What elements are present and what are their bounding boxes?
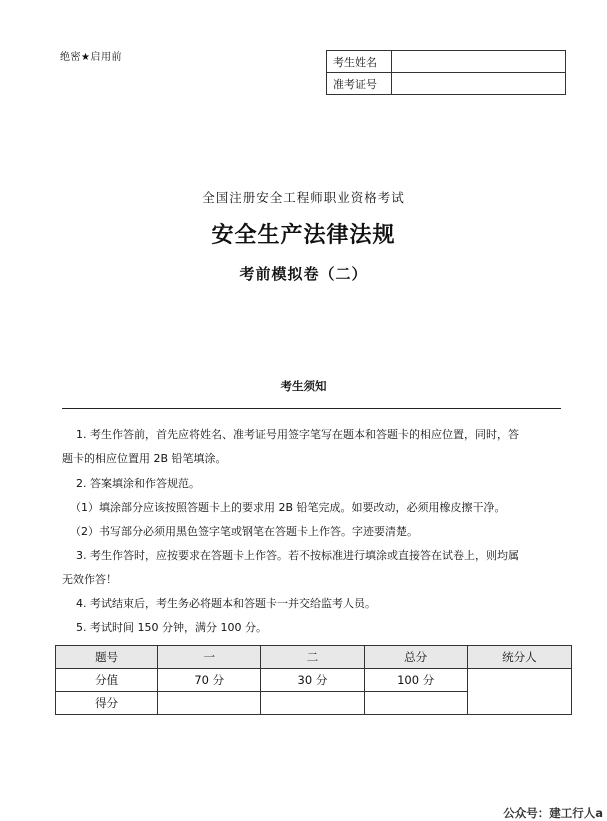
candidate-name-row — [327, 51, 566, 73]
candidate-id-label: 准考证号 — [327, 73, 392, 95]
footer-watermark: 公众号：建工行人a — [503, 806, 603, 820]
secret-mark: 绝密★启用前 — [60, 52, 122, 63]
notice-line-4: 4. 考试结束后，考生务必将题本和答题卡一并交给监考人员。 — [76, 597, 376, 610]
notice-title: 考生须知 — [280, 379, 327, 393]
candidate-info-table — [326, 50, 566, 95]
notice-line-2: 2. 答案填涂和作答规范。 — [76, 477, 200, 490]
score-obtained-part-2[interactable] — [261, 692, 364, 715]
header-scorer: 统分人 — [467, 646, 571, 669]
header-part-1: 一 — [158, 646, 261, 669]
score-table — [55, 645, 572, 715]
score-obtained-label: 得分 — [56, 692, 158, 715]
candidate-id-field[interactable] — [392, 73, 566, 95]
header-question-number: 题号 — [56, 646, 158, 669]
candidate-id-row — [327, 73, 566, 95]
score-value-part-1: 70 分 — [158, 669, 261, 692]
paper-title: 考前模拟卷（二） — [239, 265, 368, 283]
header-part-2: 二 — [261, 646, 364, 669]
divider — [62, 408, 561, 409]
scorer-cell[interactable] — [467, 669, 571, 715]
notice-line-2-2: （2）书写部分必须用黑色签字笔或钢笔在答题卡上作答。字迹要清楚。 — [70, 525, 418, 538]
notice-line-2-1: （1）填涂部分应该按照答题卡上的要求用 2B 铅笔完成。如要改动，必须用橡皮擦干净。 — [70, 501, 506, 514]
exam-name: 全国注册安全工程师职业资格考试 — [202, 190, 405, 205]
notice-line-3-cont: 无效作答！ — [62, 573, 117, 586]
candidate-name-field[interactable] — [392, 51, 566, 73]
score-value-label: 分值 — [56, 669, 158, 692]
score-table-header-row — [56, 646, 572, 669]
score-obtained-part-1[interactable] — [158, 692, 261, 715]
score-obtained-total[interactable] — [364, 692, 467, 715]
score-value-part-2: 30 分 — [261, 669, 364, 692]
notice-line-1-cont: 题卡的相应位置用 2B 铅笔填涂。 — [62, 452, 227, 465]
score-value-row — [56, 669, 572, 692]
notice-line-5: 5. 考试时间 150 分钟，满分 100 分。 — [76, 621, 267, 634]
header-total: 总分 — [364, 646, 467, 669]
notice-line-3: 3. 考生作答时，应按要求在答题卡上作答。若不按标准进行填涂或直接答在试卷上，则均属 — [76, 549, 519, 562]
subject-title: 安全生产法律法规 — [211, 223, 396, 248]
score-value-total: 100 分 — [364, 669, 467, 692]
notice-line-1: 1. 考生作答前，首先应将姓名、准考证号用签字笔写在题本和答题卡的相应位置，同时，答 — [76, 428, 519, 441]
candidate-name-label: 考生姓名 — [327, 51, 392, 73]
